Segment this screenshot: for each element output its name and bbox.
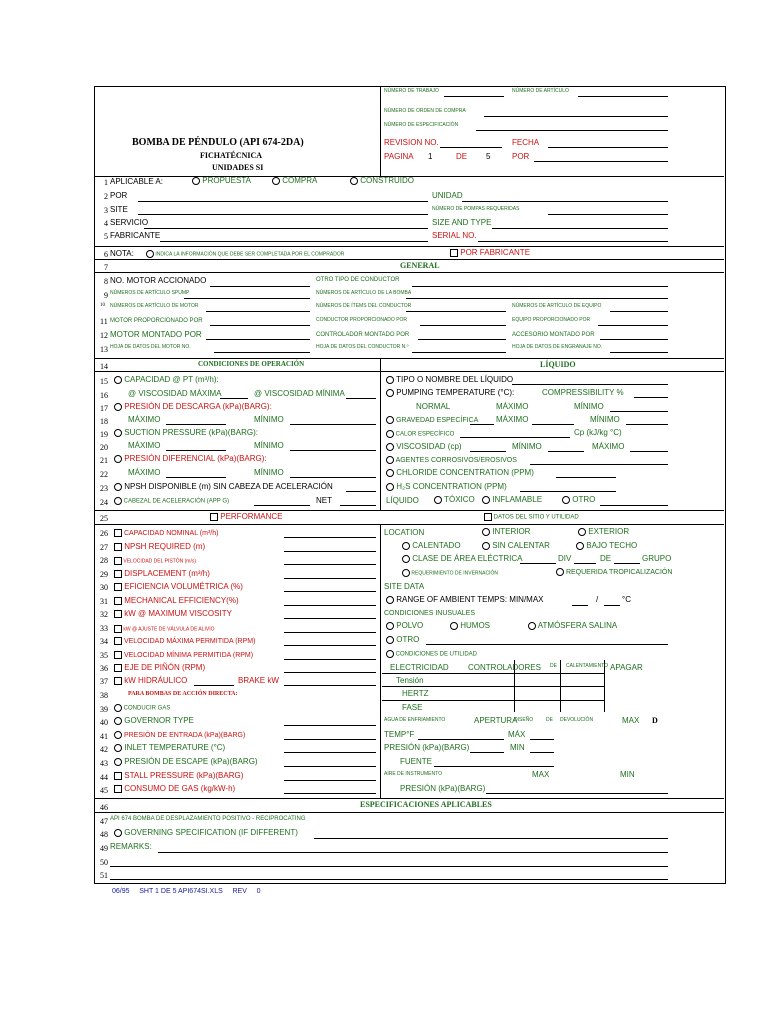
- checkbox-icon: [114, 625, 122, 633]
- gas-drive-label: CONDUCIR GAS: [114, 704, 170, 712]
- api-674-spec: API 674 BOMBA DE DESPLAZAMIENTO POSITIVO - RECIPROCATING: [110, 816, 306, 822]
- page-label: PAGINA: [384, 152, 414, 161]
- row-number: 28: [100, 556, 108, 565]
- row-number: 39: [100, 705, 108, 714]
- viscosity-cp-label: VISCOSIDAD (cp): [386, 443, 462, 451]
- radio-icon: [386, 650, 394, 658]
- motor-datasheet-label: HOJA DE DATOS DEL MOTOR NO.: [110, 344, 191, 350]
- electrical-area-label: CLASE DE ÁREA ELÉCTRICA: [402, 555, 523, 563]
- rated-capacity-label: CAPACIDAD NOMINAL (m³/h): [114, 529, 218, 537]
- row-number: 41: [100, 732, 108, 741]
- pressure-kpa-label-2: PRESIÓN (kPa)(BARG): [400, 784, 486, 793]
- specification-label: NÚMERO DE ESPECIFICACIÓN: [384, 122, 459, 128]
- min-label: MÍNIMO: [254, 468, 284, 477]
- hertz-label: HERTZ: [402, 689, 429, 698]
- min-label: MÍNIMO: [254, 415, 284, 424]
- driver-motor-label: NO. MOTOR ACCIONADO: [110, 276, 207, 285]
- radio-icon: [114, 429, 122, 437]
- radio-icon: [434, 496, 442, 504]
- service-label: SERVICIO: [110, 218, 149, 227]
- checkbox-icon: [484, 513, 492, 521]
- radio-icon: [114, 483, 122, 491]
- radio-icon: [576, 542, 584, 550]
- radio-icon: [386, 483, 394, 491]
- min-speed-label: VELOCIDAD MÍNIMA PERMITIDA (RPM): [114, 651, 253, 659]
- motor-mounted-label: MOTOR MONTADO POR: [110, 330, 202, 339]
- radio-icon: [482, 528, 490, 536]
- radio-icon: [578, 528, 586, 536]
- row-number: 49: [100, 844, 108, 853]
- radio-icon: [114, 829, 122, 837]
- max-label-2: MÁX: [508, 730, 526, 739]
- page-of-label: DE: [456, 152, 468, 161]
- capacity-pt-label: CAPACIDAD @ PT (m³/h):: [114, 376, 219, 384]
- by-field-label: POR: [110, 191, 128, 200]
- normal-label: NORMAL: [416, 402, 451, 411]
- applicable-specs-heading: ESPECIFICACIONES APLICABLES: [360, 800, 492, 809]
- instrument-air-label: AIRE DE INSTRUMENTO: [384, 771, 442, 777]
- max-label: MÁXIMO: [128, 468, 161, 477]
- page-total: 5: [486, 152, 491, 161]
- group-label: GRUPO: [642, 554, 672, 563]
- radio-icon: [528, 622, 536, 630]
- row-number: 44: [100, 773, 108, 782]
- npsh-required-label: NPSH REQUIRED (m): [114, 543, 205, 551]
- revision-label: REVISION NO.: [384, 138, 439, 147]
- built-option[interactable]: CONSTRUIDO: [350, 177, 414, 185]
- location-label: LOCATION: [384, 528, 425, 537]
- row-number: 38: [100, 691, 108, 700]
- row-number: 36: [100, 664, 108, 673]
- row-number: 50: [100, 858, 108, 867]
- fumes-option[interactable]: HUMOS: [450, 622, 490, 630]
- exhaust-pressure-label: PRESIÓN DE ESCAPE (kPa)(BARG): [114, 758, 258, 766]
- max-label: MÁXIMO: [592, 442, 625, 451]
- opening-label: APERTURA: [474, 716, 518, 725]
- accessory-mounted-label: ACCESORIO MONTADO POR: [512, 332, 595, 338]
- radio-icon: [192, 177, 200, 185]
- radio-icon: [386, 596, 394, 604]
- gas-consumption-label: CONSUMO DE GAS (kg/kW-h): [114, 785, 235, 793]
- kw-relief-valve-label: kW @ AJUSTE DE VÁLVULA DE ALIVIO: [114, 625, 215, 633]
- purchase-option[interactable]: COMPRA: [272, 177, 317, 185]
- checkbox-icon: [114, 583, 122, 591]
- under-roof-option[interactable]: BAJO TECHO: [576, 542, 637, 550]
- heating-label: CALENTAMIENTO: [566, 663, 609, 669]
- mechanical-efficiency-label: MECHANICAL EFFICIENCY(%): [114, 597, 239, 605]
- return-label: DEVOLUCIÓN: [560, 717, 594, 723]
- max-label: MÁXIMO: [128, 441, 161, 450]
- note-label: NOTA:: [110, 249, 134, 258]
- item-number-label: NÚMERO DE ARTÍCULO: [512, 88, 569, 94]
- driver-datasheet-label: HOJA DE DATOS DEL CONDUCTOR N.º: [316, 344, 409, 350]
- row-number: 15: [100, 377, 108, 386]
- toxic-option[interactable]: TÓXICO: [434, 496, 475, 504]
- controller-mounted-label: CONTROLADOR MONTADO POR: [316, 332, 410, 338]
- min-label: MÍNIMO: [254, 441, 284, 450]
- electricity-label: ELECTRICIDAD: [390, 663, 449, 672]
- specific-heat-label: CALOR ESPECÍFICO: [386, 430, 454, 438]
- page-subtitle: FICHATÉCNICA: [200, 151, 263, 160]
- radio-icon: [482, 542, 490, 550]
- chloride-label: CHLORIDE CONCENTRATION (PPM): [386, 469, 534, 477]
- min-label-3: MIN: [620, 770, 635, 779]
- row-number: 30: [100, 583, 108, 592]
- radio-icon: [114, 497, 122, 505]
- row-number: 32: [100, 610, 108, 619]
- radio-icon: [114, 704, 122, 712]
- checkbox-icon: [114, 664, 122, 672]
- radio-icon: [114, 376, 122, 384]
- size-type-label: SIZE AND TYPE: [432, 218, 492, 227]
- salt-atmosphere-option[interactable]: ATMÓSFERA SALINA: [528, 622, 617, 630]
- diff-pressure-label: PRESIÓN DIFERENCIAL (kPa)(BARG):: [114, 455, 267, 463]
- max-viscosity-label: @ VISCOSIDAD MÁXIMA: [128, 389, 222, 398]
- controllers-label: CONTROLADORES: [468, 663, 541, 672]
- cooling-water-label: AGUA DE ENFRIAMIENTO: [384, 717, 446, 723]
- checkbox-icon: [114, 557, 122, 565]
- performance-heading: PERFORMANCE: [210, 513, 282, 521]
- equipment-supplied-label: EQUIPO PROPORCIONADO POR: [512, 317, 591, 323]
- liquid-label: LÍQUIDO: [386, 496, 419, 505]
- inlet-temp-label: INLET TEMPERATURE (°C): [114, 744, 225, 752]
- min-label: MÍNIMO: [590, 415, 620, 424]
- row-number: 23: [100, 484, 108, 493]
- radio-icon: [272, 177, 280, 185]
- page-number: 1: [428, 152, 433, 161]
- row-number: 46: [100, 803, 108, 812]
- checkbox-icon: [114, 785, 122, 793]
- brake-kw-label: BRAKE kW: [238, 676, 279, 685]
- radio-icon: [386, 389, 394, 397]
- row-number: 17: [100, 404, 108, 413]
- hydraulic-kw-label: kW HIDRÁULICO: [114, 677, 187, 685]
- liquid-heading: LÍQUIDO: [540, 360, 576, 369]
- manufacturer-label: FABRICANTE: [110, 231, 161, 240]
- other-site-option[interactable]: OTRO: [386, 636, 419, 644]
- row-number: 1: [104, 178, 108, 187]
- site-data-label: SITE DATA: [384, 582, 425, 591]
- row-number: 24: [100, 498, 108, 507]
- min-viscosity-label: @ VISCOSIDAD MÍNIMA: [254, 389, 345, 398]
- radio-icon: [482, 496, 490, 504]
- corrosive-agents-label: AGENTES CORROSIVOS/EROSIVOS: [386, 456, 517, 464]
- radio-icon: [402, 555, 410, 563]
- driver-items-label: NÚMEROS DE ÍTEMS DEL CONDUCTOR: [316, 303, 412, 309]
- row-number: 26: [100, 529, 108, 538]
- tropicalization-option[interactable]: REQUERIDA TROPICALIZACIÓN: [556, 568, 672, 576]
- remarks-label: REMARKS:: [110, 842, 152, 851]
- inlet-pressure-label: PRESIÓN DE ENTRADA (kPa)(BARG): [114, 731, 245, 739]
- winterization-option[interactable]: REQUERIMIENTO DE INVERNACIÓN: [402, 569, 498, 577]
- header-divider: [380, 86, 381, 176]
- row-number: 34: [100, 637, 108, 646]
- radio-icon: [386, 430, 394, 438]
- site-label: SITE: [110, 205, 128, 214]
- radio-icon: [450, 622, 458, 630]
- radio-icon: [386, 636, 394, 644]
- pumping-temp-label: PUMPING TEMPERATURE (°C):: [386, 389, 514, 397]
- max-label-3: MAX: [532, 770, 550, 779]
- stall-pressure-label: STALL PRESSURE (kPa)(BARG): [114, 772, 243, 780]
- buyer-info-note: INDICA LA INFORMACIÓN QUE DEBE SER COMPLETADA POR EL COMPRADOR: [146, 250, 344, 258]
- row-number: 20: [100, 443, 108, 452]
- discharge-pressure-label: PRESIÓN DE DESCARGA (kPa)(BARG):: [114, 403, 272, 411]
- row-number: 14: [100, 362, 108, 371]
- checkbox-icon: [114, 772, 122, 780]
- radio-icon: [402, 569, 410, 577]
- row-number: 5: [104, 232, 108, 241]
- phase-label: FASE: [402, 703, 423, 712]
- row-number: 48: [100, 830, 108, 839]
- radio-icon: [114, 758, 122, 766]
- max-label: MÁXIMO: [128, 415, 161, 424]
- checkbox-icon: [114, 637, 122, 645]
- flammable-option[interactable]: INFLAMABLE: [482, 496, 542, 504]
- general-heading: GENERAL: [400, 261, 440, 270]
- other-option[interactable]: OTRO: [562, 496, 595, 504]
- checkbox-icon: [114, 610, 122, 618]
- of-small-label: DE: [550, 663, 557, 669]
- radio-icon: [114, 403, 122, 411]
- row-number: 47: [100, 817, 108, 826]
- design-label: DISEÑO: [514, 717, 534, 723]
- acceleration-head-label: CABEZAL DE ACELERACIÓN (APP G): [114, 497, 229, 505]
- row-number: 27: [100, 543, 108, 552]
- radio-icon: [386, 443, 394, 451]
- of-small-label-2: DE: [546, 717, 553, 723]
- row-number: 33: [100, 624, 108, 633]
- piston-speed-label: VELOCIDAD DEL PISTÓN (m/s): [114, 557, 196, 565]
- checkbox-icon: [114, 543, 122, 551]
- pinion-shaft-label: EJE DE PIÑÓN (RPM): [114, 664, 205, 672]
- row-number: 43: [100, 759, 108, 768]
- by-label: POR: [512, 152, 530, 161]
- div-label: DIV: [558, 554, 572, 563]
- row-number: 11: [100, 317, 108, 326]
- volumetric-efficiency-label: EFICIENCIA VOLUMÉTRICA (%): [114, 583, 243, 591]
- displacement-label: DISPLACEMENT (m³/h): [114, 570, 210, 578]
- row-number: 16: [100, 391, 108, 400]
- governing-spec-label: GOVERNING SPECIFICATION (IF DIFFERENT): [114, 829, 298, 837]
- radio-icon: [146, 250, 154, 258]
- radio-icon: [562, 496, 570, 504]
- row-number: 7: [104, 263, 108, 272]
- min-label: MÍNIMO: [512, 442, 542, 451]
- liquid-type-label: TIPO O NOMBRE DEL LÍQUIDO: [386, 376, 513, 384]
- site-utility-heading: DATOS DEL SITIO Y UTILIDAD: [484, 513, 579, 521]
- other-driver-label: OTRO TIPO DE CONDUCTOR: [316, 277, 400, 283]
- row-number: 25: [100, 514, 108, 523]
- equipment-items-label: NÚMEROS DE ARTÍCULO DE EQUIPO: [512, 303, 602, 309]
- num-pumps-label: NÚMERO DE POMPAS REQUERIDAS: [432, 206, 520, 212]
- checkbox-icon: [114, 677, 122, 685]
- checkbox-icon: [114, 529, 122, 537]
- row-number: 3: [104, 206, 108, 215]
- row-number: 45: [100, 786, 108, 795]
- temp-f-label: TEMP°F: [384, 730, 415, 739]
- row-number: 31: [100, 597, 108, 606]
- job-number-label: NÚMERO DE TRABAJO: [384, 88, 439, 94]
- source-label: FUENTE: [400, 757, 432, 766]
- cp-label: Cp (kJ/kg °C): [574, 428, 622, 437]
- unit-label: UNIDAD: [432, 191, 463, 200]
- compressibility-label: COMPRESSIBILITY %: [542, 388, 624, 397]
- radio-icon: [386, 622, 394, 630]
- row-number: 29: [100, 570, 108, 579]
- checkbox-icon: [114, 597, 122, 605]
- celsius-label: °C: [622, 595, 631, 604]
- units-label: UNIDADES SI: [212, 163, 264, 172]
- row-number: 19: [100, 430, 108, 439]
- npsh-available-label: NPSH DISPONIBLE (m) SIN CABEZA DE ACELERACIÓN: [114, 483, 333, 491]
- applicable-label: APLICABLE A:: [110, 177, 163, 186]
- row-number: 51: [100, 871, 108, 880]
- row-number: 9: [104, 291, 108, 300]
- h2s-label: H₂S CONCENTRATION (PPM): [386, 483, 507, 491]
- max-design-label: MAX: [622, 716, 640, 725]
- motor-items-label: NÚMEROS DE ARTÍCULO DE MOTOR: [110, 303, 199, 309]
- footer-text: 06/95 SHT 1 DE 5 API674SI.XLS REV 0: [112, 888, 261, 895]
- heated-option[interactable]: CALENTADO: [402, 542, 461, 550]
- max-label: MÁXIMO: [496, 415, 529, 424]
- specific-gravity-label: GRAVEDAD ESPECÍFICA: [386, 416, 478, 424]
- row-number: 21: [100, 456, 108, 465]
- voltage-label: Tensión: [396, 676, 424, 685]
- checkbox-icon: [210, 513, 218, 521]
- net-label: NET: [316, 496, 332, 505]
- of-label: DE: [600, 554, 612, 563]
- indoor-option[interactable]: INTERIOR: [482, 528, 530, 536]
- direct-acting-heading: PARA BOMBAS DE ACCIÓN DIRECTA:: [128, 691, 238, 697]
- checkbox-icon: [114, 651, 122, 659]
- purchase-order-field[interactable]: [484, 116, 668, 117]
- operating-conditions-heading: CONDICIONES DE OPERACIÓN: [198, 360, 305, 368]
- kw-max-viscosity-label: kW @ MAXIMUM VISCOSITY: [114, 610, 232, 618]
- governor-type-label: GOVERNOR TYPE: [114, 717, 194, 725]
- ambient-temps-label: RANGE OF AMBIENT TEMPS: MIN/MAX: [386, 596, 544, 604]
- utility-conditions-label: CONDICIONES DE UTILIDAD: [386, 650, 477, 658]
- row-number: 42: [100, 745, 108, 754]
- radio-icon: [386, 456, 394, 464]
- row-number: 13: [100, 345, 108, 354]
- radio-icon: [350, 177, 358, 185]
- row-number: 12: [100, 331, 108, 340]
- radio-icon: [402, 542, 410, 550]
- date-label: FECHA: [512, 138, 540, 147]
- row-number: 8: [104, 277, 108, 286]
- serial-label: SERIAL NO.: [432, 231, 477, 240]
- d-label: D: [652, 716, 658, 725]
- radio-icon: [114, 744, 122, 752]
- purchase-order-label: NÚMERO DE ORDEN DE COMPRA: [384, 108, 466, 114]
- shutdown-label: APAGAR: [610, 663, 643, 672]
- by-manufacturer-note: POR FABRICANTE: [450, 249, 530, 257]
- row-number: 18: [100, 417, 108, 426]
- row-number: 35: [100, 651, 108, 660]
- page-title: BOMBA DE PÉNDULO (API 674-2DA): [132, 137, 304, 148]
- row-number: 40: [100, 718, 108, 727]
- row-number: 22: [100, 470, 108, 479]
- pressure-kpa-label: PRESIÓN (kPa)(BARG): [384, 743, 470, 752]
- motor-supplied-label: MOTOR PROPORCIONADO POR: [110, 318, 203, 324]
- driver-supplied-label: CONDUCTOR PROPORCIONADO POR: [316, 317, 408, 323]
- radio-icon: [386, 469, 394, 477]
- unheated-option[interactable]: SIN CALENTAR: [482, 542, 550, 550]
- outdoor-option[interactable]: EXTERIOR: [578, 528, 629, 536]
- max-label: MÁXIMO: [496, 402, 529, 411]
- radio-icon: [114, 455, 122, 463]
- min-label: MÍNIMO: [574, 402, 604, 411]
- suction-pressure-label: SUCTION PRESSURE (kPa)(BARG):: [114, 429, 258, 437]
- row-number: 4: [104, 219, 108, 228]
- checkbox-icon: [450, 249, 458, 257]
- row-number: 37: [100, 677, 108, 686]
- spump-items-label: NÚMEROS DE ARTÍCULO SPUMP: [110, 290, 190, 296]
- max-speed-label: VELOCIDAD MÁXIMA PERMITIDA (RPM): [114, 637, 255, 645]
- slash-label: /: [596, 595, 599, 604]
- radio-icon: [114, 731, 122, 739]
- dust-option[interactable]: POLVO: [386, 622, 423, 630]
- radio-icon: [386, 376, 394, 384]
- row-number: 6: [104, 250, 108, 259]
- radio-icon: [386, 416, 394, 424]
- row-number: 2: [104, 192, 108, 201]
- radio-icon: [114, 717, 122, 725]
- checkbox-icon: [114, 570, 122, 578]
- pump-items-label: NÚMEROS DE ARTÍCULO DE LA BOMBA: [316, 290, 412, 296]
- proposal-option[interactable]: PROPUESTA: [192, 177, 251, 185]
- specification-field[interactable]: [476, 130, 668, 131]
- gear-datasheet-label: HOJA DE DATOS DE ENGRANAJE NO.: [512, 344, 603, 350]
- unusual-conditions-label: CONDICIONES INUSUALES: [384, 610, 476, 617]
- min-label-2: MIN: [510, 743, 525, 752]
- row-number: 10: [100, 303, 105, 308]
- radio-icon: [556, 568, 564, 576]
